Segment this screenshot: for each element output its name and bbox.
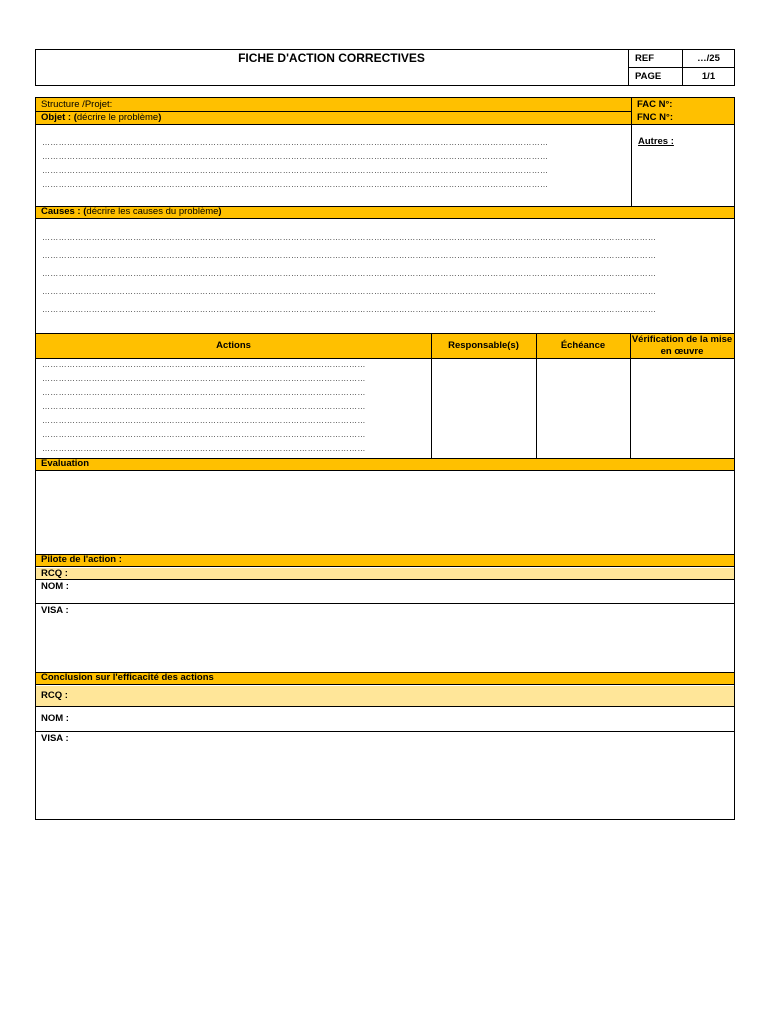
conclusion-nom-label: NOM :: [41, 713, 69, 724]
col-responsable: Responsable(s): [448, 340, 519, 351]
pilote-header: [36, 554, 734, 567]
pilote-nom-label: NOM :: [41, 581, 69, 592]
structure-label[interactable]: Structure /Projet:: [41, 99, 113, 110]
verification-cell[interactable]: [631, 359, 734, 458]
objet-label-text: Objet : (: [41, 112, 77, 123]
main-form: [35, 97, 735, 820]
causes-line: ……………………………………………………………………………………………………………………………………………………………………………………………………: [42, 233, 657, 242]
conclusion-label: Conclusion sur l'efficacité des actions: [41, 672, 214, 683]
objet-line: …………………………………………………………………………………………………………………………………………………………………: [42, 152, 549, 161]
responsable-cell[interactable]: [432, 359, 536, 458]
actions-line: ………………………………………………………………………………………………………: [42, 444, 366, 453]
ref-label: REF: [635, 53, 654, 64]
conclusion-rcq-row[interactable]: [36, 686, 734, 707]
causes-line: ……………………………………………………………………………………………………………………………………………………………………………………………………: [42, 305, 657, 314]
col-echeance: Échéance: [560, 340, 606, 351]
fnc-label[interactable]: FNC N°:: [637, 112, 673, 123]
pilote-visa-label: VISA :: [41, 605, 69, 616]
objet-label[interactable]: [41, 112, 161, 124]
causes-hint: décrire les causes du problème: [86, 206, 219, 217]
conclusion-rcq-label: RCQ :: [41, 690, 68, 701]
objet-divider: [631, 98, 632, 207]
pilote-visa-area[interactable]: [36, 605, 734, 672]
page-label: PAGE: [635, 71, 662, 82]
evaluation-area[interactable]: [36, 472, 734, 554]
objet-line: …………………………………………………………………………………………………………………………………………………………………: [42, 166, 549, 175]
form-title: FICHE D'ACTION CORRECTIVES: [238, 51, 425, 65]
causes-label: [41, 206, 222, 218]
objet-hint: décrire le problème: [76, 112, 159, 123]
objet-area-top: [36, 124, 734, 125]
causes-line: ……………………………………………………………………………………………………………………………………………………………………………………………………: [42, 269, 657, 278]
autres-label[interactable]: Autres :: [638, 136, 674, 147]
actions-line: ………………………………………………………………………………………………………: [42, 430, 366, 439]
pilote-nom-row[interactable]: [36, 581, 734, 604]
evaluation-header: [36, 458, 734, 471]
page-value: 1/1: [701, 70, 716, 82]
conclusion-nom-row[interactable]: [36, 708, 734, 732]
objet-line: …………………………………………………………………………………………………………………………………………………………………: [42, 138, 549, 147]
actions-line: ………………………………………………………………………………………………………: [42, 388, 366, 397]
actions-line: ………………………………………………………………………………………………………: [42, 416, 366, 425]
actions-line: ………………………………………………………………………………………………………: [42, 360, 366, 369]
causes-close: ): [218, 206, 222, 217]
actions-line: ………………………………………………………………………………………………………: [42, 374, 366, 383]
ref-value[interactable]: …/25: [697, 52, 720, 64]
actions-lines[interactable]: [42, 358, 426, 456]
causes-line: ……………………………………………………………………………………………………………………………………………………………………………………………………: [42, 251, 657, 260]
echeance-cell[interactable]: [537, 359, 630, 458]
pilote-rcq-label: RCQ :: [41, 568, 68, 579]
objet-close: ): [158, 112, 162, 123]
causes-line: ……………………………………………………………………………………………………………………………………………………………………………………………………: [42, 287, 657, 296]
causes-label-text: Causes : (: [41, 206, 87, 217]
col-verification: Vérification de la mise en œuvre: [631, 334, 733, 357]
pilote-label: Pilote de l'action :: [41, 554, 122, 565]
objet-lines[interactable]: [42, 136, 608, 192]
conclusion-visa-label: VISA :: [41, 733, 69, 744]
pilote-rcq-row[interactable]: [36, 568, 734, 580]
col-actions: Actions: [216, 340, 251, 351]
conclusion-visa-area[interactable]: [36, 733, 734, 819]
actions-line: ………………………………………………………………………………………………………: [42, 402, 366, 411]
causes-lines[interactable]: [42, 229, 728, 319]
fac-label[interactable]: FAC N°:: [637, 99, 673, 110]
objet-line: …………………………………………………………………………………………………………………………………………………………………: [42, 180, 549, 189]
evaluation-label: Evaluation: [41, 458, 90, 469]
